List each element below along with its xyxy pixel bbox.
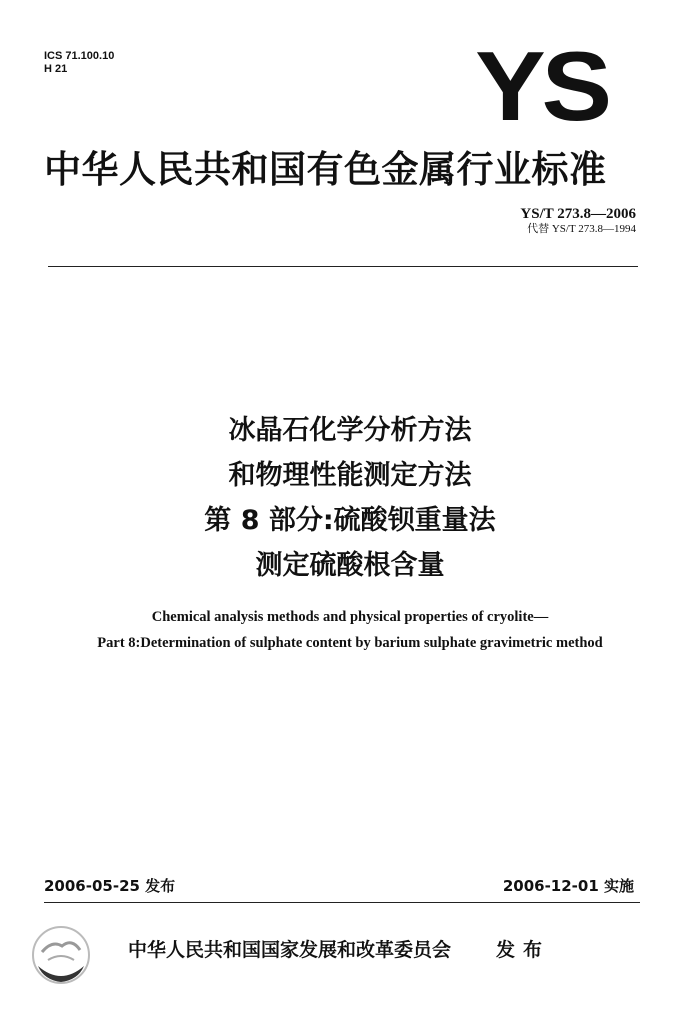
chinese-title-line: 和物理性能测定方法	[228, 460, 472, 491]
english-title-line: Chemical analysis methods and physical properties of cryolite—	[151, 609, 549, 625]
english-title	[0, 604, 700, 656]
chinese-title	[0, 408, 700, 588]
ys-logo: YS	[475, 31, 608, 141]
issue-label: 发布	[496, 939, 551, 961]
chinese-title-line: 第 8 部分:硫酸钡重量法	[204, 505, 496, 536]
standard-number-block	[520, 205, 636, 236]
footer-divider	[44, 902, 640, 903]
ics-code: ICS 71.100.10	[44, 50, 115, 62]
chinese-title-line: 冰晶石化学分析方法	[228, 415, 472, 446]
english-title-line: Part 8:Determination of sulphate content by barium sulphate gravimetric method	[97, 635, 603, 651]
chinese-title-line: 测定硫酸根含量	[255, 550, 445, 581]
classification-codes	[44, 50, 114, 76]
ccs-code: H 21	[44, 63, 68, 75]
issue-date: 2006-05-25 发布	[44, 877, 176, 895]
replaces-standard: 代替 YS/T 273.8—1994	[527, 223, 636, 235]
issuer-emblem-icon	[28, 922, 94, 988]
implementation-date: 2006-12-01 实施	[502, 877, 634, 895]
standard-category-title: 中华人民共和国有色金属行业标准	[44, 148, 607, 191]
standard-number: YS/T 273.8—2006	[520, 206, 636, 222]
issuing-authority: 中华人民共和国国家发展和改革委员会	[128, 939, 452, 961]
header-divider	[48, 266, 638, 267]
